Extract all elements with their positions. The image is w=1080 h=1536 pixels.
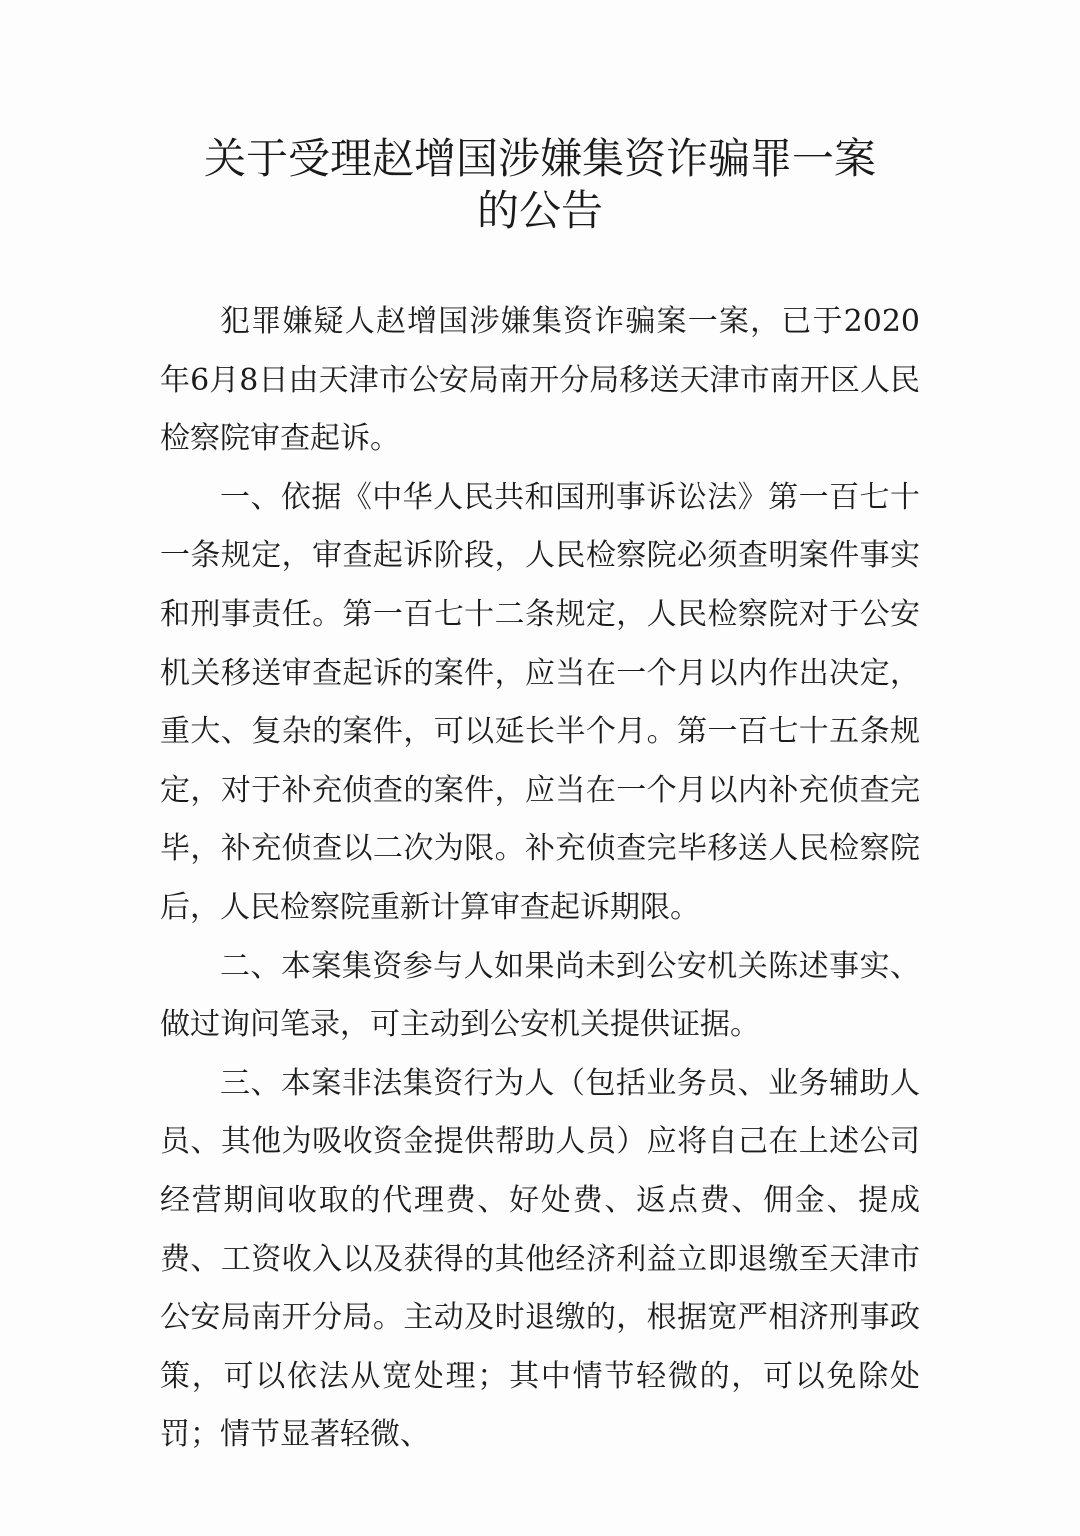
paragraph-item-2: 二、本案集资参与人如果尚未到公安机关陈述事实、做过询问笔录，可主动到公安机关提供证据。 xyxy=(160,948,920,1043)
paragraph-intro: 犯罪嫌疑人赵增国涉嫌集资诈骗案一案，已于2020年6月8日由天津市公安局南开分局移送天津市南开区人民检察院审查起诉。 xyxy=(160,304,920,457)
document-body xyxy=(160,293,920,1465)
paragraph-item-3: 三、本案非法集资行为人（包括业务员、业务辅助人员、其他为吸收资金提供帮助人员）应将自己在上述公司经营期间收取的代理费、好处费、返点费、佣金、提成费、工资收入以及获得的其他经济利益立即退缴至天津市公安局南开分局。主动及时退缴的，根据宽严相济刑事政策，可以依法从宽处理；其中情节轻微的，可以免除处罚；情节显著轻微、 xyxy=(160,1065,920,1453)
paragraph-item-1: 一、依据《中华人民共和国刑事诉讼法》第一百七十一条规定，审查起诉阶段，人民检察院必须查明案件事实和刑事责任。第一百七十二条规定，人民检察院对于公安机关移送审查起诉的案件，应当在一个月以内作出决定，重大、复杂的案件，可以延长半个月。第一百七十五条规定，对于补充侦查的案件，应当在一个月以内补充侦查完毕，补充侦查以二次为限。补充侦查完毕移送人民检察院后，人民检察院重新计算审查起诉期限。 xyxy=(160,479,920,925)
document-title-line-2: 的公告 xyxy=(476,186,603,235)
document-title-line-1: 关于受理赵增国涉嫌集资诈骗罪一案 xyxy=(203,134,876,183)
